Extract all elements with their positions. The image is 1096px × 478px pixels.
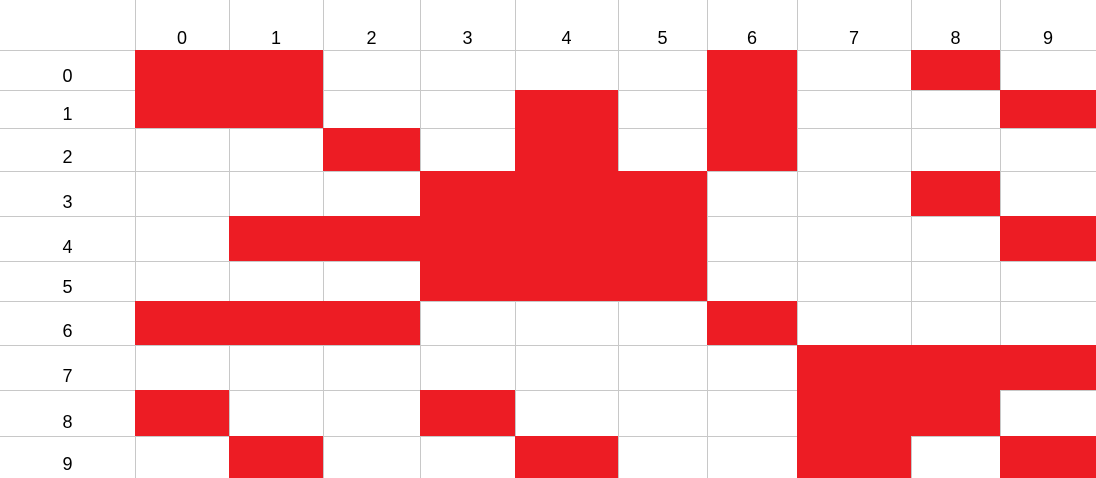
column-header-1: 1 (270, 28, 281, 48)
column-header-2: 2 (366, 28, 377, 48)
cell-r2-c9[interactable] (1000, 128, 1096, 171)
cell-r3-c2[interactable] (323, 171, 420, 216)
cell-r0-c8[interactable] (911, 50, 1000, 90)
cell-r6-c2[interactable] (323, 301, 420, 345)
cell-r0-c2[interactable] (323, 50, 420, 90)
cell-r7-c6[interactable] (707, 345, 797, 390)
cell-r4-c3[interactable] (420, 216, 515, 261)
cell-r6-c6[interactable] (707, 301, 797, 345)
cell-r5-c5[interactable] (618, 261, 707, 301)
cell-r4-c2[interactable] (323, 216, 420, 261)
cell-r3-c3[interactable] (420, 171, 515, 216)
cell-r7-c1[interactable] (229, 345, 323, 390)
row-header-2: 2 (62, 147, 73, 167)
cell-r1-c4[interactable] (515, 90, 618, 128)
cell-r8-c8[interactable] (911, 390, 1000, 436)
cell-r7-c0[interactable] (135, 345, 229, 390)
cell-r8-c4[interactable] (515, 390, 618, 436)
cell-r2-c7[interactable] (797, 128, 911, 171)
cell-r1-c5[interactable] (618, 90, 707, 128)
cell-r2-c4[interactable] (515, 128, 618, 171)
cell-r8-c6[interactable] (707, 390, 797, 436)
cell-r8-c7[interactable] (797, 390, 911, 436)
cell-r5-c3[interactable] (420, 261, 515, 301)
row-header-6: 6 (62, 321, 73, 341)
cell-r0-c7[interactable] (797, 50, 911, 90)
cell-r4-c8[interactable] (911, 216, 1000, 261)
cell-r0-c0[interactable] (135, 50, 229, 90)
cell-r5-c7[interactable] (797, 261, 911, 301)
cell-r6-c8[interactable] (911, 301, 1000, 345)
cell-r1-c7[interactable] (797, 90, 911, 128)
cell-r7-c4[interactable] (515, 345, 618, 390)
cell-r1-c0[interactable] (135, 90, 229, 128)
cell-r4-c0[interactable] (135, 216, 229, 261)
cell-r2-c6[interactable] (707, 128, 797, 171)
cell-r3-c1[interactable] (229, 171, 323, 216)
cell-r5-c4[interactable] (515, 261, 618, 301)
cell-r5-c1[interactable] (229, 261, 323, 301)
cell-r9-c3[interactable] (420, 436, 515, 478)
row-header-9: 9 (62, 454, 73, 474)
cell-r2-c3[interactable] (420, 128, 515, 171)
cell-r3-c5[interactable] (618, 171, 707, 216)
cell-r2-c5[interactable] (618, 128, 707, 171)
column-header-4: 4 (561, 28, 572, 48)
row-header-1: 1 (62, 104, 73, 124)
cell-r4-c6[interactable] (707, 216, 797, 261)
cell-r9-c6[interactable] (707, 436, 797, 478)
cell-r3-c7[interactable] (797, 171, 911, 216)
cell-r5-c6[interactable] (707, 261, 797, 301)
cell-r0-c5[interactable] (618, 50, 707, 90)
column-header-0: 0 (176, 28, 187, 48)
cell-r4-c7[interactable] (797, 216, 911, 261)
cell-r9-c9[interactable] (1000, 436, 1096, 478)
cell-r8-c0[interactable] (135, 390, 229, 436)
row-header-0: 0 (62, 66, 73, 86)
cell-r8-c1[interactable] (229, 390, 323, 436)
cell-r6-c3[interactable] (420, 301, 515, 345)
cell-r9-c2[interactable] (323, 436, 420, 478)
cell-r7-c7[interactable] (797, 345, 911, 390)
cell-r7-c8[interactable] (911, 345, 1000, 390)
cell-r1-c8[interactable] (911, 90, 1000, 128)
cell-r6-c4[interactable] (515, 301, 618, 345)
cell-r6-c5[interactable] (618, 301, 707, 345)
cell-r2-c8[interactable] (911, 128, 1000, 171)
column-header-7: 7 (848, 28, 859, 48)
column-header-6: 6 (746, 28, 757, 48)
cell-r9-c1[interactable] (229, 436, 323, 478)
column-header-5: 5 (657, 28, 668, 48)
cell-r7-c2[interactable] (323, 345, 420, 390)
cell-r5-c9[interactable] (1000, 261, 1096, 301)
cell-r5-c0[interactable] (135, 261, 229, 301)
row-header-3: 3 (62, 192, 73, 212)
cell-r3-c6[interactable] (707, 171, 797, 216)
cell-r4-c4[interactable] (515, 216, 618, 261)
column-header-3: 3 (462, 28, 473, 48)
cell-r0-c1[interactable] (229, 50, 323, 90)
cell-r1-c3[interactable] (420, 90, 515, 128)
cell-r2-c1[interactable] (229, 128, 323, 171)
column-header-8: 8 (950, 28, 961, 48)
row-header-8: 8 (62, 412, 73, 432)
cell-r4-c5[interactable] (618, 216, 707, 261)
cell-r0-c4[interactable] (515, 50, 618, 90)
row-header-5: 5 (62, 277, 73, 297)
cell-r1-c1[interactable] (229, 90, 323, 128)
cell-r4-c1[interactable] (229, 216, 323, 261)
cell-r9-c0[interactable] (135, 436, 229, 478)
cell-r4-c9[interactable] (1000, 216, 1096, 261)
cell-r3-c0[interactable] (135, 171, 229, 216)
cell-r6-c0[interactable] (135, 301, 229, 345)
cell-r9-c5[interactable] (618, 436, 707, 478)
cell-r5-c2[interactable] (323, 261, 420, 301)
row-header-7: 7 (62, 366, 73, 386)
cell-r0-c6[interactable] (707, 50, 797, 90)
cell-r1-c6[interactable] (707, 90, 797, 128)
cell-r1-c9[interactable] (1000, 90, 1096, 128)
column-header-9: 9 (1042, 28, 1053, 48)
cell-r3-c4[interactable] (515, 171, 618, 216)
cell-r7-c5[interactable] (618, 345, 707, 390)
row-header-4: 4 (62, 237, 73, 257)
cell-r1-c2[interactable] (323, 90, 420, 128)
cell-r8-c3[interactable] (420, 390, 515, 436)
cell-r0-c3[interactable] (420, 50, 515, 90)
cell-r9-c4[interactable] (515, 436, 618, 478)
cell-r3-c8[interactable] (911, 171, 1000, 216)
cell-r3-c9[interactable] (1000, 171, 1096, 216)
cell-r7-c3[interactable] (420, 345, 515, 390)
cell-r2-c0[interactable] (135, 128, 229, 171)
cell-r8-c5[interactable] (618, 390, 707, 436)
cell-r9-c8[interactable] (911, 436, 1000, 478)
cell-r8-c2[interactable] (323, 390, 420, 436)
cell-r9-c7[interactable] (797, 436, 911, 478)
cell-r2-c2[interactable] (323, 128, 420, 171)
cell-r6-c9[interactable] (1000, 301, 1096, 345)
cell-r8-c9[interactable] (1000, 390, 1096, 436)
cell-r0-c9[interactable] (1000, 50, 1096, 90)
cell-r6-c7[interactable] (797, 301, 911, 345)
cell-r5-c8[interactable] (911, 261, 1000, 301)
cell-r6-c1[interactable] (229, 301, 323, 345)
cell-r7-c9[interactable] (1000, 345, 1096, 390)
